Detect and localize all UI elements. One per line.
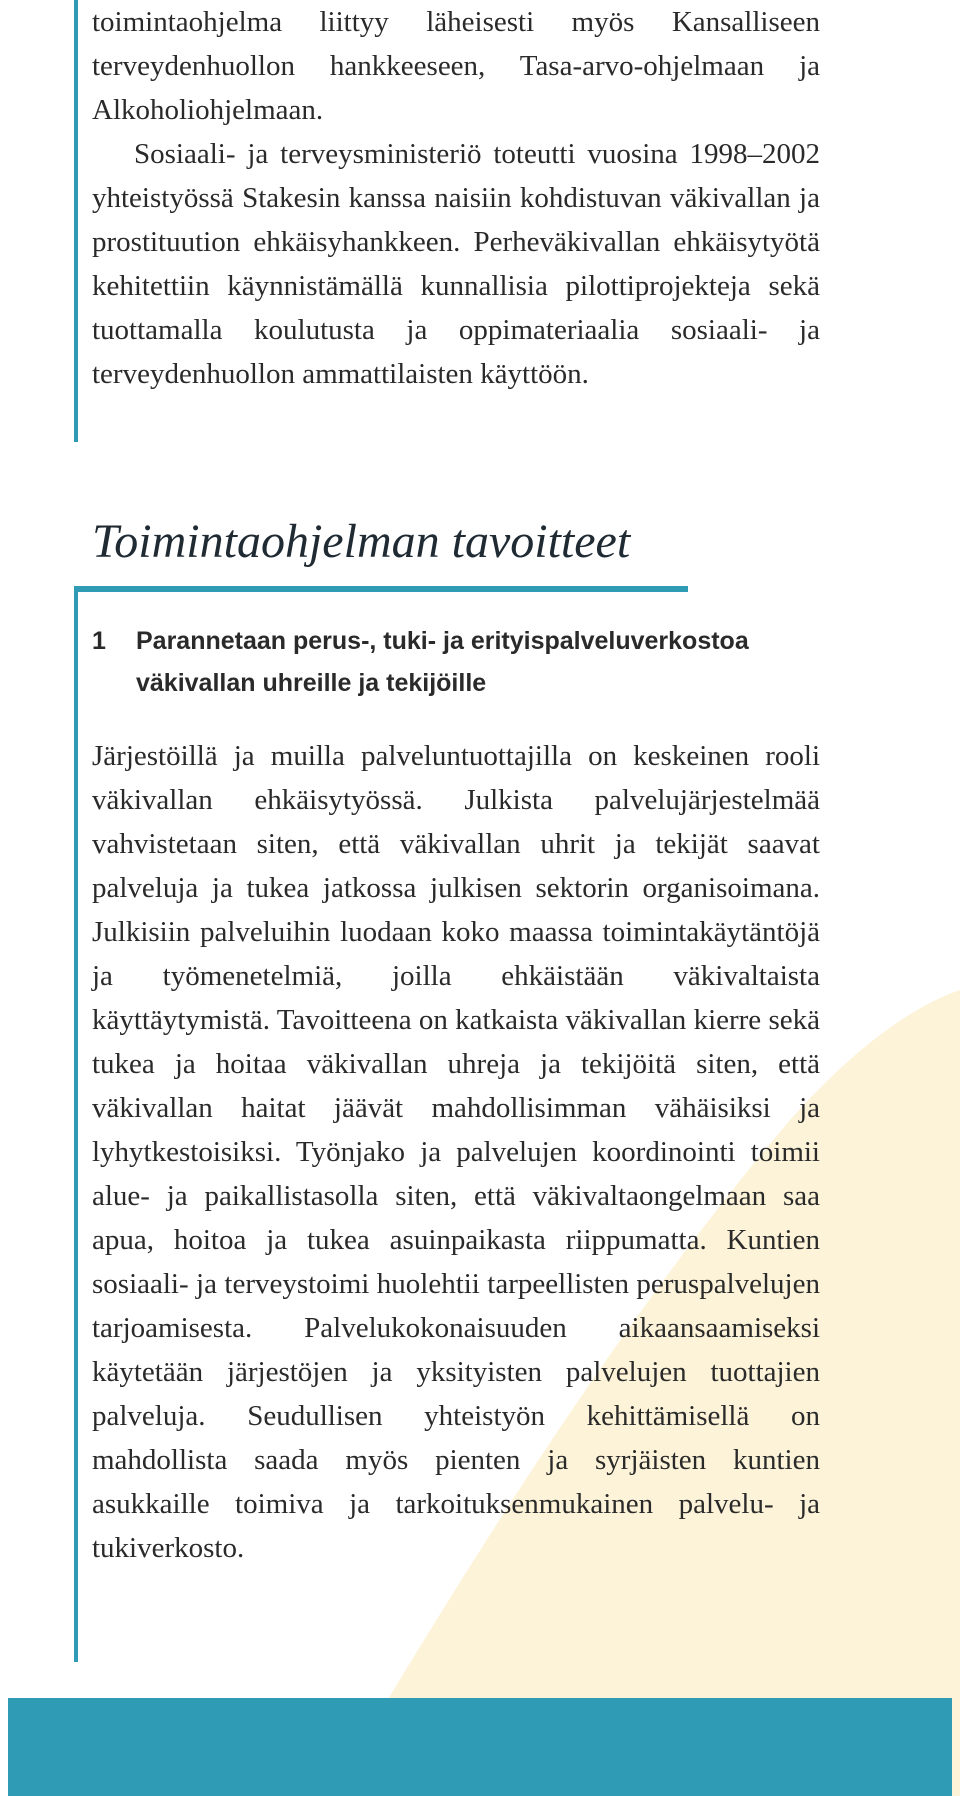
footer-band	[8, 1698, 952, 1796]
body-text	[92, 734, 820, 1570]
intro-paragraph-2: Sosiaali- ja terveysministeriö toteutti vuosina 1998–2002 yhteistyössä Stakesin kanssa naisiin kohdistuvan väkivallan ja prostituution ehkäisyhankkeen. Perheväkivallan ehkäisytyötä kehitettiin käynnistämällä kunnallisia pilottiprojekteja sekä tuottamalla koulutusta ja oppimateriaalia sosiaali- ja terveydenhuollon ammattilaisten käyttöön.	[92, 138, 820, 390]
section-heading: Toimintaohjelman tavoitteet	[92, 515, 631, 568]
intro-paragraph-1: toimintaohjelma liittyy läheisesti myös Kansalliseen terveydenhuollon hankkeeseen, Tasa-arvo-ohjelmaan ja Alkoholiohjelmaan.	[92, 6, 820, 126]
body-paragraph: Järjestöillä ja muilla palveluntuottajilla on keskeinen rooli väkivallan ehkäisytyössä. Julkista palvelujärjestelmää vahvistetaan siten, että väkivallan uhrit ja tekijät saavat palveluja ja tukea jatkossa julkisen sektorin organisoimana. Julkisiin palveluihin luodaan koko maassa toimintakäytäntöjä ja työmenetelmiä, joilla ehkäistään väkivaltaista käyttäytymistä. Tavoitteena on katkaista väkivallan kierre sekä tukea ja hoitaa väkivallan uhreja ja tekijöitä siten, että väkivallan haitat jäävät mahdollisimman vähäisiksi ja lyhytkestoisiksi. Työnjako ja palvelujen koordinointi toimii alue- ja paikallistasolla siten, että väkivaltaongelmaan saa apua, hoitoa ja tukea asuinpaikasta riippumatta. Kuntien sosiaali- ja terveystoimi huolehtii tarpeellisten peruspalvelujen tarjoamisesta. Palvelukokonaisuuden aikaansaamiseksi käytetään järjestöjen ja yksityisten palvelujen tuottajien palveluja. Seudullisen yhteistyön kehittämisellä on mahdollista saada myös pienten ja syrjäisten kuntien asukkaille toimiva ja tarkoituksenmukainen palvelu- ja tukiverkosto.	[92, 740, 820, 1564]
subsection-heading	[92, 620, 812, 704]
left-margin-rule-bottom	[74, 588, 78, 1662]
subsection-number: 1	[92, 627, 106, 655]
section-heading-underline	[74, 586, 688, 592]
subsection-title: Parannetaan perus-, tuki- ja erityispalveluverkostoa väkivallan uhreille ja tekijöille	[136, 627, 749, 697]
left-margin-rule-top	[74, 0, 78, 442]
intro-text	[92, 0, 820, 396]
